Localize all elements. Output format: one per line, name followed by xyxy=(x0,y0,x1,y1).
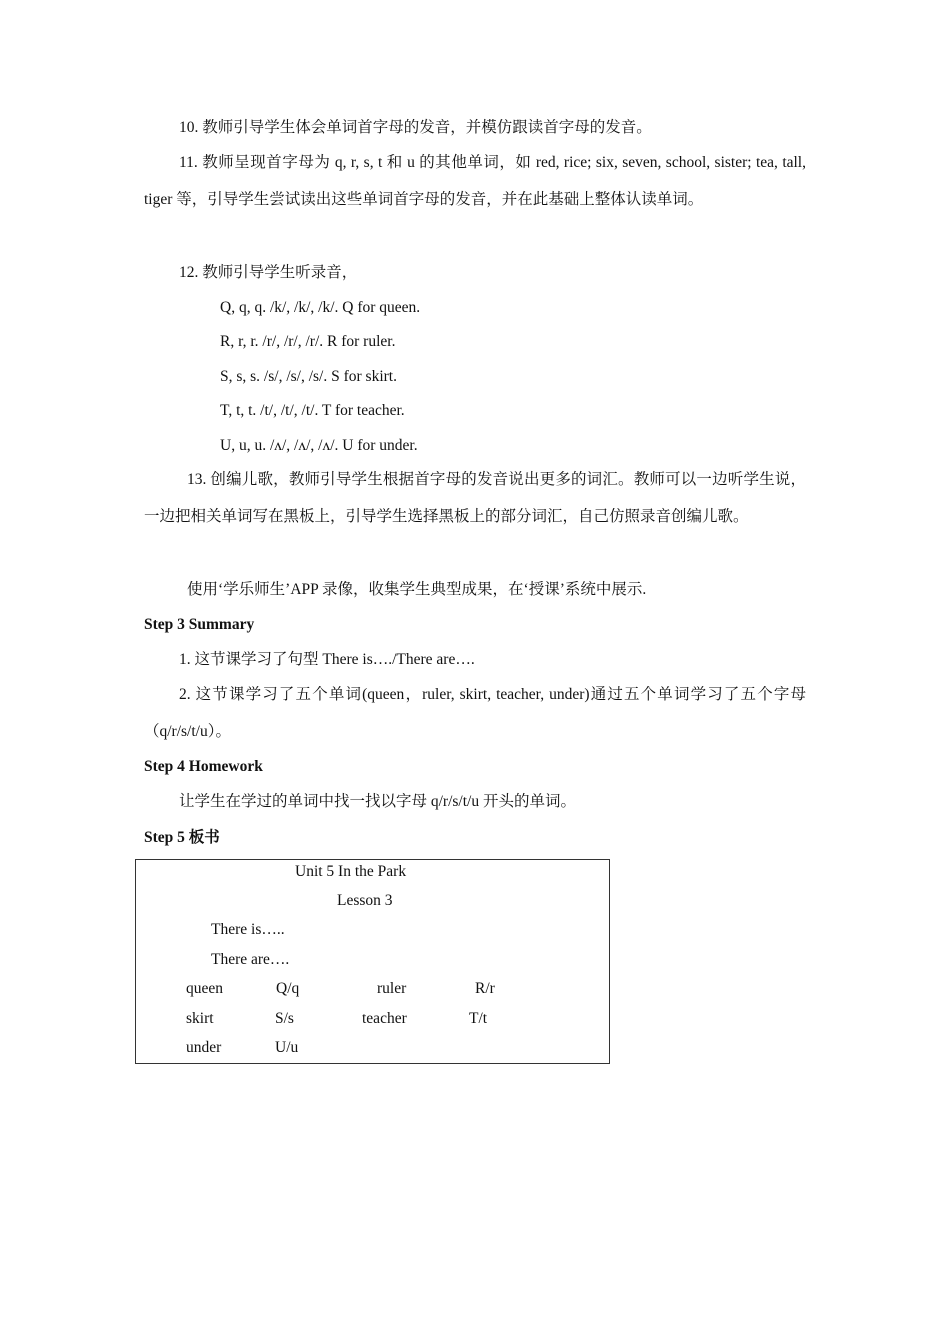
step2-item-13-text: 13. 创编儿歌，教师引导学生根据首字母的发音说出更多的词汇。教师可以一边听学生说，一边把相关单词写在黑板上，引导学生选择黑板上的部分词汇，自己仿照录音创编儿歌。 xyxy=(144,471,806,525)
chant-line-t: T, t, t. /t/, /t/, /t/. T for teacher. xyxy=(220,402,405,419)
board-word-queen: queen xyxy=(186,980,224,997)
step3-item-2 xyxy=(144,677,806,750)
board-letter-u: U/u xyxy=(275,1039,299,1056)
board-letter-q: Q/q xyxy=(276,980,300,997)
board-word-teacher: teacher xyxy=(362,1010,407,1027)
board-word-ruler: ruler xyxy=(377,980,407,997)
board-letter-r: R/r xyxy=(475,980,495,997)
board-pattern-there-is: There is….. xyxy=(211,921,285,938)
board-letter-s: S/s xyxy=(275,1010,294,1027)
board-title: Unit 5 In the Park xyxy=(295,863,407,880)
step2-item-11-text: 11. 教师呈现首字母为 q, r, s, t 和 u 的其他单词，如 red, rice; six, seven, school, sister; tea, tall, tiger 等，引导学生尝试读出这些单词首字母的发音，并在此基础上整体认读单词。 xyxy=(144,154,806,208)
step4-heading: Step 4 Homework xyxy=(144,758,263,775)
step3-heading: Step 3 Summary xyxy=(144,616,255,633)
step3-item-1: 1. 这节课学习了句型 There is…./There are…. xyxy=(179,651,475,668)
chant-line-r: R, r, r. /r/, /r/, /r/. R for ruler. xyxy=(220,333,396,350)
step4-text: 让学生在学过的单词中找一找以字母 q/r/s/t/u 开头的单词。 xyxy=(179,793,576,810)
board-lesson: Lesson 3 xyxy=(337,892,393,909)
step5-heading: Step 5 板书 xyxy=(144,829,220,846)
board-word-under: under xyxy=(186,1039,222,1056)
app-note: 使用‘学乐师生’APP 录像，收集学生典型成果，在‘授课’系统中展示. xyxy=(187,581,647,598)
board-pattern-there-are: There are…. xyxy=(211,951,290,968)
step2-item-12: 12. 教师引导学生听录音， xyxy=(179,264,358,281)
chant-line-q: Q, q, q. /k/, /k/, /k/. Q for queen. xyxy=(220,299,421,316)
chant-line-u: U, u, u. /ʌ/, /ʌ/, /ʌ/. U for under. xyxy=(220,437,418,454)
board-letter-t: T/t xyxy=(469,1010,488,1027)
board-word-skirt: skirt xyxy=(186,1010,214,1027)
step2-item-11 xyxy=(144,145,806,218)
blackboard-design-box xyxy=(135,859,610,1064)
step2-item-13 xyxy=(144,462,806,535)
step2-item-10: 10. 教师引导学生体会单词首字母的发音，并模仿跟读首字母的发音。 xyxy=(179,119,652,136)
step3-item-2-text: 2. 这节课学习了五个单词(queen，ruler, skirt, teacher, under)通过五个单词学习了五个字母（q/r/s/t/u）。 xyxy=(144,686,806,740)
chant-line-s: S, s, s. /s/, /s/, /s/. S for skirt. xyxy=(220,368,397,385)
